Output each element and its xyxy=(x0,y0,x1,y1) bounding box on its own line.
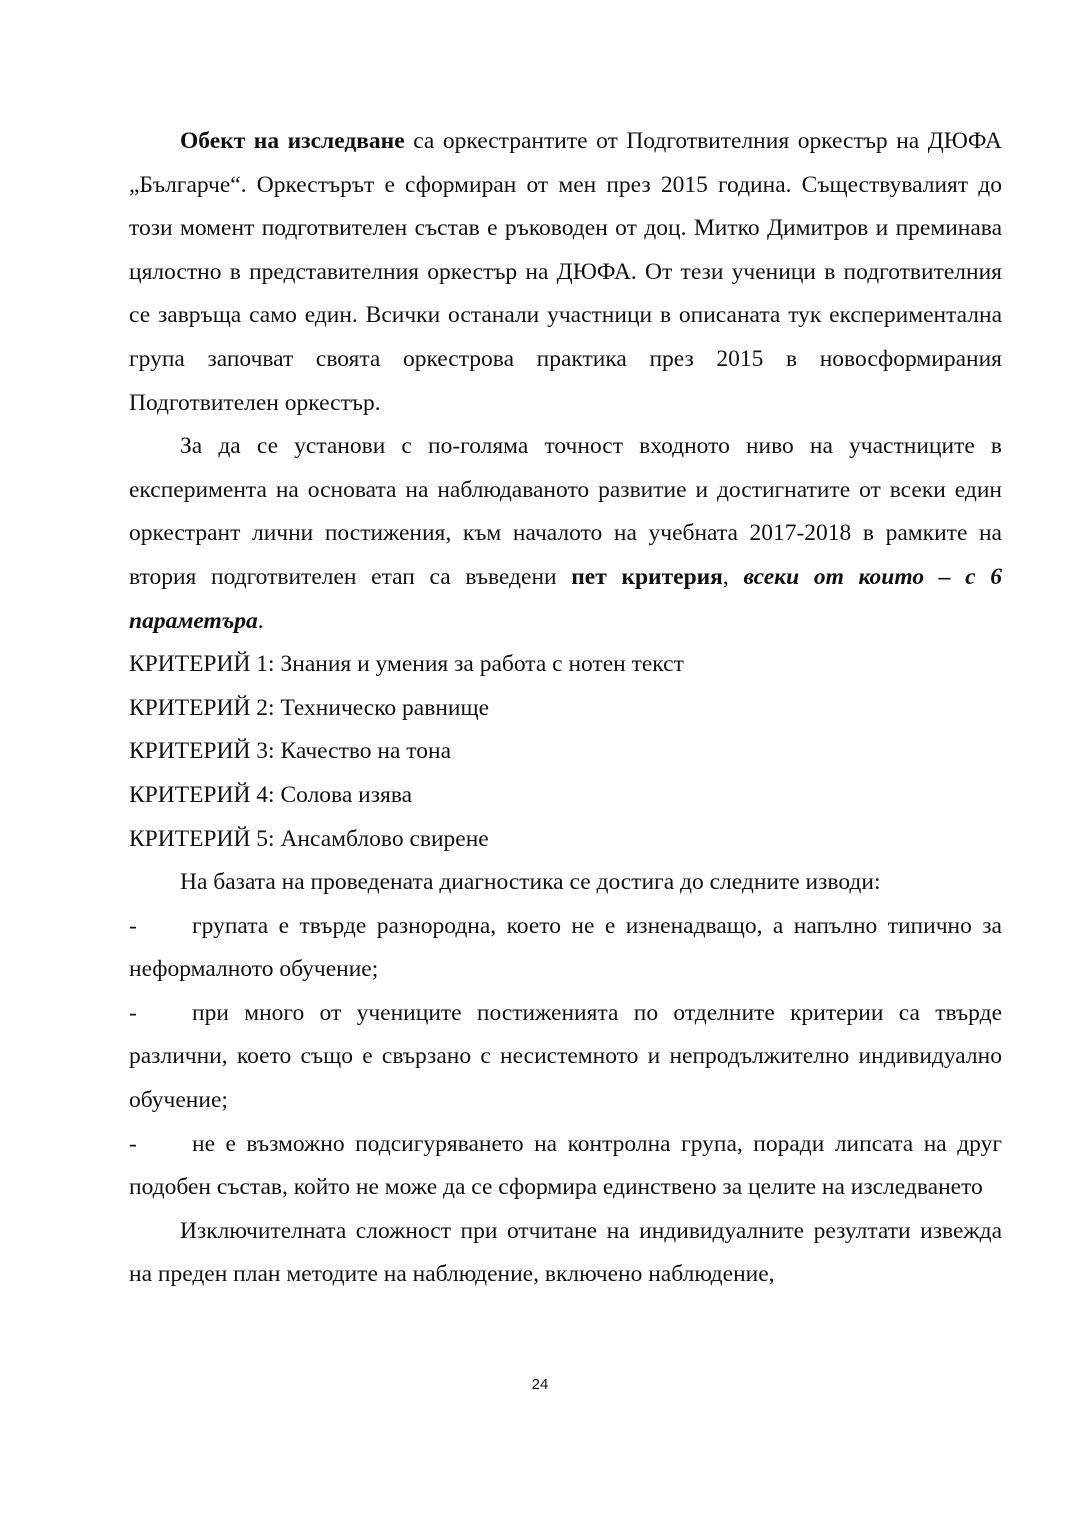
document-page xyxy=(129,120,1002,1297)
bullet-dash: - xyxy=(129,999,137,1026)
paragraph-complexity: Изключителната сложност при отчитане на индивидуалните резултати извежда на преден план методите на наблюдение, включено наблюдение, xyxy=(129,1217,1002,1288)
six-parameters-term: всеки от които – с 6 параметъра xyxy=(129,563,1002,634)
bullet-dash: - xyxy=(129,1130,137,1157)
criterion-3: КРИТЕРИЙ 3: Качество на тона xyxy=(129,738,452,765)
paragraph-entry-level-text: За да се установи с по-голяма точност входното ниво на участниците в експеримента на основата на наблюдаваното развитие и достигнатите от всеки един оркестрант лични постижения, към началото на учебната 2017-2018 в рамките на втория подготвителен етап са въведени xyxy=(129,433,1002,590)
paragraph-entry-level xyxy=(129,425,1002,643)
criterion-1: КРИТЕРИЙ 1: Знания и умения за работа с нотен текст xyxy=(129,651,684,678)
page-number: 24 xyxy=(531,1376,549,1393)
paragraph-research-object xyxy=(129,120,1002,425)
conclusion-bullet-2-text: при много от учениците постиженията по отделните критерии са твърде различни, което също е свързано с несистемното и непродължително индивидуално обучение; xyxy=(129,999,1002,1114)
conclusion-bullet-2 xyxy=(129,992,1002,1123)
criterion-5: КРИТЕРИЙ 5: Ансамблово свирене xyxy=(129,825,489,852)
conclusion-bullet-1-text: групата е твърде разнородна, което не е изненадващо, а напълно типично за неформалното обучение; xyxy=(129,912,1002,983)
paragraph-entry-level-comma: , xyxy=(722,563,744,590)
bullet-dash: - xyxy=(129,912,137,939)
criterion-4: КРИТЕРИЙ 4: Солова изява xyxy=(129,781,413,808)
criterion-2: КРИТЕРИЙ 2: Техническо равнище xyxy=(129,694,490,721)
paragraph-research-object-text: са оркестрантите от Подготвителния оркестър на ДЮФА „Българче“. Оркестърът е сформиран от мен през 2015 година. Съществувалият до този момент подготвителен състав е ръководен от доц. Митко Димитров и преминава цялостно в представителния оркестър на ДЮФА. От тези ученици в подготвителния се завръща само един. Всички останали участници в описаната тук експериментална група започват своята оркестрова практика през 2015 в новосформирания Подготвителен оркестър. xyxy=(129,128,1002,416)
research-object-term: Обект на изследване xyxy=(180,128,405,154)
paragraph-entry-level-end: . xyxy=(257,607,264,634)
conclusion-bullet-3 xyxy=(129,1123,1002,1210)
paragraph-conclusions-intro: На базата на проведената диагностика се достига до следните изводи: xyxy=(180,869,881,896)
conclusion-bullet-1 xyxy=(129,905,1002,992)
five-criteria-term: пет критерия xyxy=(571,563,723,590)
conclusion-bullet-3-text: не е възможно подсигуряването на контролна група, поради липсата на друг подобен състав, който не може да се сформира единствено за целите на изследването xyxy=(129,1130,1002,1201)
